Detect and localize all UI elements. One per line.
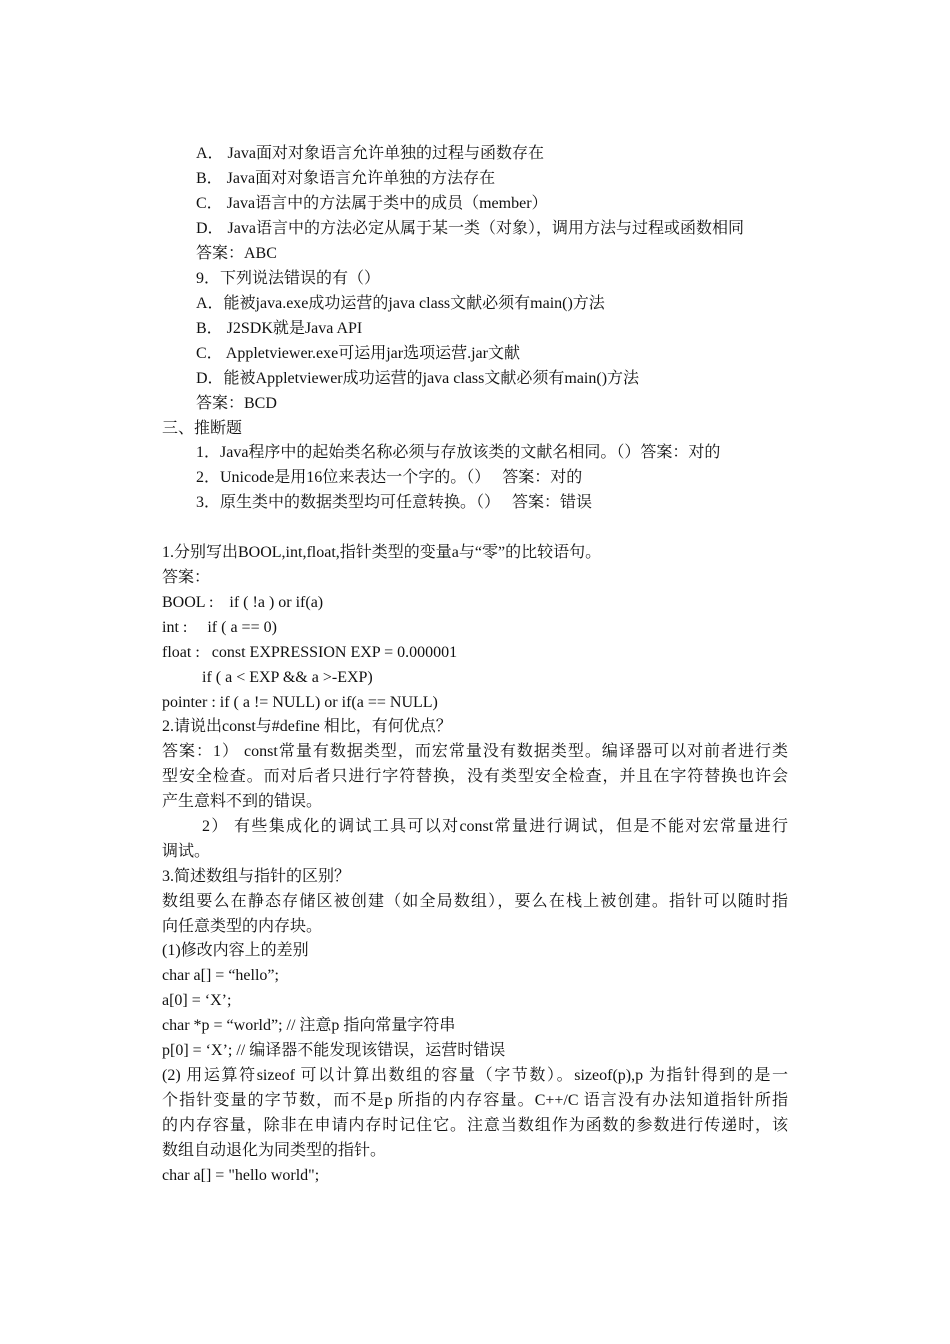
- option-b-q8: B． Java面对对象语言允许单独的方法存在: [196, 170, 496, 187]
- code-line-bool: BOOL : if ( !a ) or if(a): [162, 594, 324, 611]
- problem-3-subheading-2-line: 数组自动退化为同类型的指针。: [162, 1142, 387, 1159]
- problem-2-answer-line: 产生意料不到的错误。: [162, 793, 323, 810]
- code-line-int: int : if ( a == 0): [162, 619, 277, 636]
- problem-3-subheading-1: (1)修改内容上的差别: [162, 942, 309, 959]
- code-line-float: float : const EXPRESSION EXP = 0.000001: [162, 644, 458, 661]
- problem-2-answer-line: 2） 有些集成化的调试工具可以对const常量进行调试，但是不能对宏常量进行: [162, 818, 788, 835]
- problem-2-answer-line: 答案：1） const常量有数据类型，而宏常量没有数据类型。编译器可以对前者进行类: [162, 743, 788, 760]
- code-line: p[0] = ‘X’; // 编译器不能发现该错误，运营时错误: [162, 1042, 506, 1059]
- problem-1-answer-label: 答案：: [162, 569, 211, 586]
- section-3-title: 三、推断题: [162, 420, 243, 437]
- problem-1-title: 1.分别写出BOOL,int,float,指针类型的变量a与“零”的比较语句。: [162, 544, 602, 561]
- option-d-q8: D． Java语言中的方法必定从属于某一类（对象），调用方法与过程或函数相同: [196, 220, 744, 237]
- code-line: char a[] = "hello world";: [162, 1167, 320, 1184]
- problem-2-answer-line: 调试。: [162, 843, 211, 860]
- code-line: a[0] = ‘X’;: [162, 992, 232, 1009]
- option-c-q8: C． Java语言中的方法属于类中的成员（member）: [196, 195, 548, 212]
- answer-q8: 答案：ABC: [196, 245, 277, 262]
- problem-3-title: 3.简述数组与指针的区别？: [162, 868, 351, 885]
- code-line: char a[] = “hello”;: [162, 967, 279, 984]
- problem-3-subheading-2-line: 个指针变量的字节数，而不是p 所指的内存容量。C++/C 语言没有办法知道指针所指: [162, 1092, 788, 1109]
- option-b-q9: B． J2SDK就是Java API: [196, 320, 363, 337]
- question-9: 9．下列说法错误的有（）: [196, 270, 381, 287]
- option-a-q8: A． Java面对对象语言允许单独的过程与函数存在: [196, 145, 544, 162]
- answer-q9: 答案：BCD: [196, 395, 277, 412]
- problem-3-intro-line: 数组要么在静态存储区被创建（如全局数组），要么在栈上被创建。指针可以随时指: [162, 893, 788, 910]
- judge-item-1: 1．Java程序中的起始类名称必须与存放该类的文献名相同。（）答案：对的: [196, 444, 721, 461]
- code-line-pointer: pointer : if ( a != NULL) or if(a == NULL): [162, 694, 438, 711]
- judge-item-2: 2．Unicode是用16位来表达一个字的。（） 答案：对的: [196, 469, 583, 486]
- problem-3-intro-line: 向任意类型的内存块。: [162, 918, 323, 935]
- problem-2-answer-line: 型安全检查。而对后者只进行字符替换，没有类型安全检查，并且在字符替换也许会: [162, 768, 788, 785]
- code-line: char *p = “world”; // 注意p 指向常量字符串: [162, 1017, 456, 1034]
- option-c-q9: C． Appletviewer.exe可运用jar选项运营.jar文献: [196, 345, 520, 362]
- code-line-float-cond: if ( a < EXP && a >-EXP): [162, 669, 373, 686]
- problem-3-subheading-2-line: (2) 用运算符sizeof 可以计算出数组的容量（字节数）。sizeof(p),p 为指针得到的是一: [162, 1067, 788, 1084]
- judge-item-3: 3．原生类中的数据类型均可任意转换。（） 答案：错误: [196, 494, 593, 511]
- problem-2-title: 2.请说出const与#define 相比，有何优点？: [162, 718, 452, 735]
- problem-3-subheading-2-line: 的内存容量，除非在申请内存时记住它。注意当数组作为函数的参数进行传递时，该: [162, 1117, 788, 1134]
- option-d-q9: D．能被Appletviewer成功运营的java class文献必须有main()方法: [196, 370, 640, 387]
- option-a-q9: A．能被java.exe成功运营的java class文献必须有main()方法: [196, 295, 605, 312]
